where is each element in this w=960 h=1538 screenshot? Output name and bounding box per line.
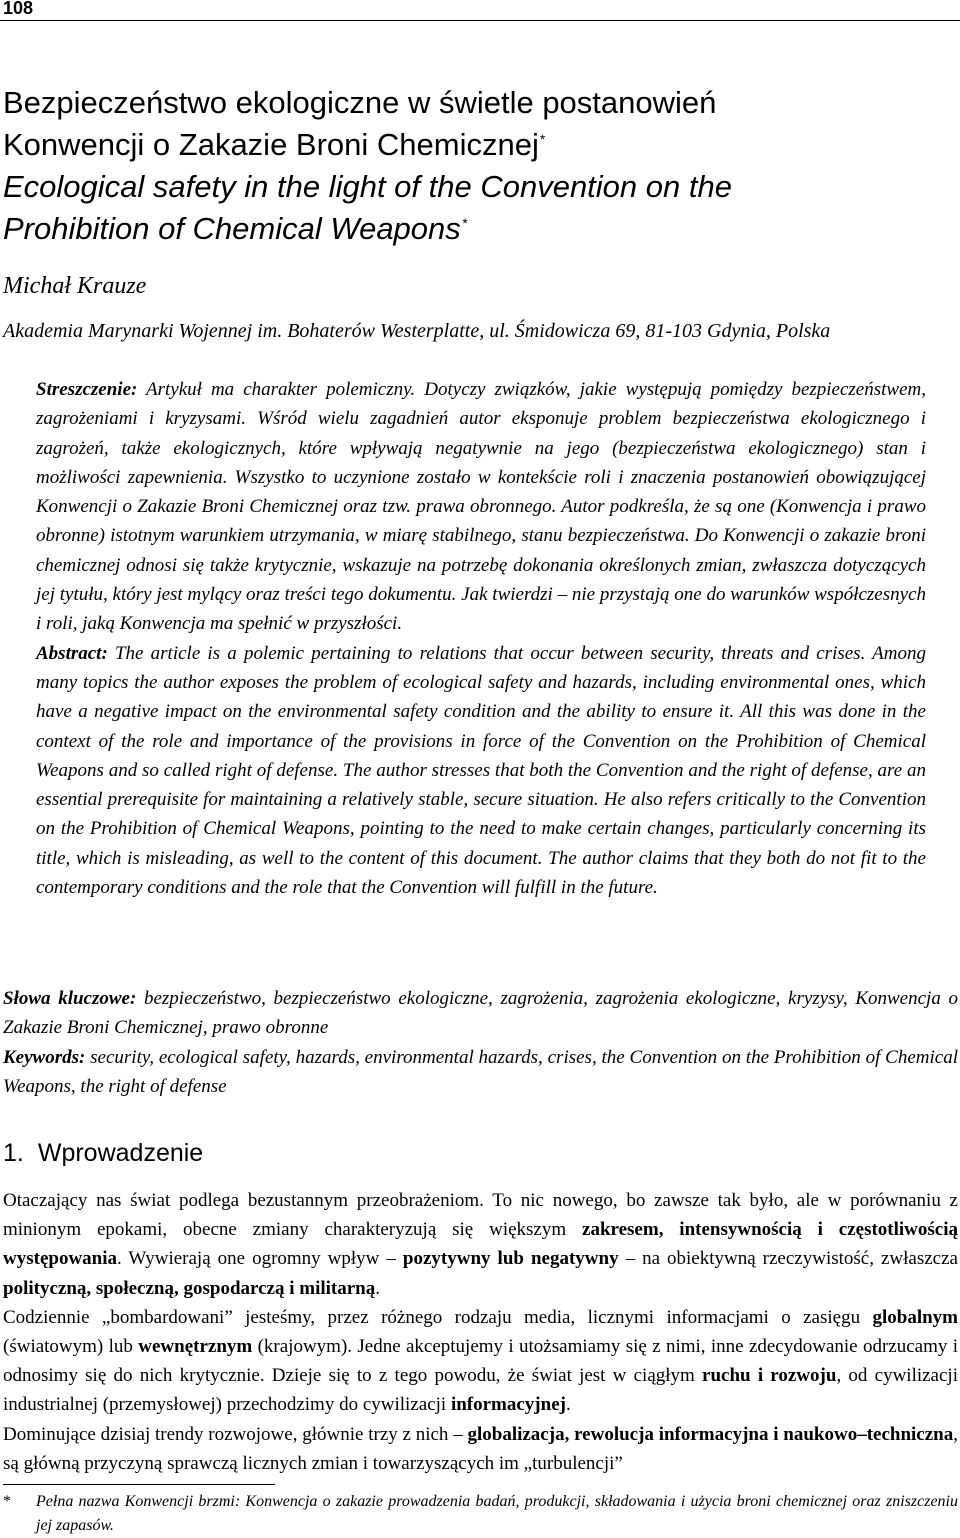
- article-title: [3, 82, 953, 250]
- slowa-kluczowe-paragraph: [3, 984, 958, 1043]
- slowa-kluczowe-text: bezpieczeństwo, bezpieczeństwo ekologiczne, zagrożenia, zagrożenia ekologiczne, kryzysy, Konwencja o Zakazie Broni Chemicznej, prawo obronne: [3, 988, 958, 1039]
- abstract-text: The article is a polemic pertaining to relations that occur between security, threats and crises. Among many topics the author exposes the problem of ecological safety and hazards, including environmental ones, which have a negative impact on the environmental safety condition and the ability to ensure it. All this was done in the context of the role and importance of the provisions in force of the Convention on the Prohibition of Chemical Weapons and so called right of defense. The author stresses that both the Convention and the right of defense, are an essential prerequisite for maintaining a relatively stable, secure situation. He also refers critically to the Convention on the Prohibition of Chemical Weapons, pointing to the need to make certain changes, particularly concerning its title, which is misleading, as well to the content of this document. The author claims that they both do not fit to the contemporary conditions and the role that the Convention will fulfill in the future.: [36, 642, 926, 899]
- title-polish-line-2: [3, 124, 953, 166]
- page-number: 108: [3, 0, 34, 18]
- streszczenie-paragraph: [36, 375, 926, 639]
- p3-text-c: , są główną przyczyną sprawczą licznych zmian i towarzyszących im „turbulencji”: [3, 1423, 958, 1474]
- keywords-label: Keywords:: [3, 1046, 86, 1068]
- section-heading: [3, 1138, 203, 1168]
- p1-text-e: .: [375, 1277, 380, 1299]
- keywords-section: [3, 984, 958, 1101]
- section-number: 1.: [3, 1139, 24, 1167]
- p1-bold-1: zakresem, intensywnością i częstotliwością występowania: [3, 1219, 959, 1270]
- title-english-line-2-text: Prohibition of Chemical Weapons: [3, 211, 461, 246]
- footnote-rule: [3, 1484, 275, 1485]
- abstract-label: Abstract:: [36, 642, 108, 664]
- p2-bold-3: ruchu i rozwoju: [702, 1365, 837, 1387]
- keywords-text: security, ecological safety, hazards, environmental hazards, crises, the Convention on the Prohibition of Chemical Weapons, the right of defense: [3, 1046, 958, 1097]
- abstract-section: [36, 375, 926, 902]
- slowa-kluczowe-label: Słowa kluczowe:: [3, 988, 137, 1009]
- p1-text-c: . Wywierają one ogromny wpływ –: [117, 1248, 403, 1270]
- p2-text-d: (krajowym). Jedne akceptujemy i utożsamiamy się z nimi, inne zdecydowanie odrzucamy i odnosimy się do nich krytycznie. Dzieje się to z tego powodu, że świat jest w ciągłym: [3, 1336, 958, 1387]
- p2-bold-4: informacyjnej: [450, 1394, 566, 1416]
- footnote-text: Pełna nazwa Konwencji brzmi: Konwencja o zakazie prowadzenia badań, produkcji, składowania i użycia broni chemicznej oraz zniszczeniu jej zapasów.: [36, 1493, 958, 1534]
- body-text: [3, 1186, 958, 1478]
- body-paragraph-2: [3, 1303, 958, 1420]
- author-affiliation: Akademia Marynarki Wojennej im. Bohaterów Westerplatte, ul. Śmidowicza 69, 81-103 Gdynia, Polska: [3, 320, 831, 342]
- title-polish-line-2-text: Konwencji o Zakazie Broni Chemicznej: [3, 127, 539, 162]
- abstract-paragraph: [36, 639, 926, 903]
- section-title: Wprowadzenie: [37, 1139, 204, 1167]
- title-english-footnote-marker[interactable]: *: [461, 215, 468, 231]
- title-english-line-1-text: Ecological safety in the light of the Convention on the: [3, 169, 732, 204]
- footnote-marker: *: [3, 1493, 11, 1510]
- header-rule: [0, 20, 960, 21]
- body-paragraph-1: [3, 1186, 958, 1303]
- title-polish-line-1: [3, 82, 953, 124]
- p2-text-c: (światowym) lub: [3, 1336, 139, 1358]
- p1-bold-3: polityczną, społeczną, gospodarczą i militarną: [3, 1277, 376, 1299]
- p1-text-d: – na obiektywną rzeczywistość, zwłaszcza: [618, 1248, 958, 1270]
- p2-text-f: .: [565, 1394, 571, 1416]
- streszczenie-label: Streszczenie:: [36, 379, 138, 400]
- title-polish-line-1-text: Bezpieczeństwo ekologiczne w świetle postanowień: [3, 85, 717, 120]
- p1-text-a: Otaczający nas świat podlega bezustannym przeobrażeniom. To nic nowego, bo zawsze tak było, ale w porównaniu z minionym epokami, obecne zmiany charakteryzują się większym: [3, 1190, 958, 1241]
- p3-text-a: Dominujące dzisiaj trendy rozwojowe, głównie trzy z nich –: [3, 1423, 468, 1445]
- author-name: Michał Krauze: [3, 273, 147, 299]
- title-footnote-marker[interactable]: *: [539, 131, 546, 147]
- p2-bold-1: globalnym: [872, 1306, 958, 1328]
- title-english-line-2: [3, 208, 953, 250]
- p2-bold-2: wewnętrznym: [138, 1336, 253, 1358]
- body-paragraph-3: [3, 1420, 958, 1478]
- p2-text-e: , od cywilizacji industrialnej (przemysłowej) przechodzimy do cywilizacji: [3, 1365, 958, 1416]
- p3-bold-1: globalizacja, rewolucja informacyjna i naukowo–techniczna: [467, 1423, 954, 1445]
- p2-text-a: Codziennie „bombardowani” jesteśmy, przez różnego rodzaju media, licznymi informacjami o zasięgu: [3, 1306, 873, 1328]
- title-english-line-1: [3, 166, 953, 208]
- footnote: [3, 1490, 958, 1538]
- streszczenie-text: Artykuł ma charakter polemiczny. Dotyczy związków, jakie występują pomiędzy bezpieczeństwem, zagrożeniami i kryzysami. Wśród wielu zagadnień autor eksponuje problem bezpieczeństwa ekologicznego i zagrożeń, także ekologicznych, które wpływają negatywnie na jego (bezpieczeństwa ekologicznego) stan i możliwości zapewnienia. Wszystko to uczynione zostało w kontekście roli i znaczenia postanowień obowiązującej Konwencji o Zakazie Broni Chemicznej oraz tzw. prawa obronnego. Autor podkreśla, że są one (Konwencja i prawo obronne) istotnym warunkiem utrzymania, w miarę stabilnego, stanu bezpieczeństwa. Do Konwencji o zakazie broni chemicznej odnosi się także krytycznie, wskazuje na potrzebę dokonania określonych zmian, zwłaszcza dotyczących jej tytułu, który jest mylący oraz treści tego dokumentu. Jak twierdzi – nie przystają one do warunków współczesnych i roli, jaką Konwencja ma spełnić w przyszłości.: [36, 379, 926, 635]
- keywords-paragraph: [3, 1043, 958, 1102]
- p1-bold-2: pozytywny lub negatywny: [402, 1248, 619, 1270]
